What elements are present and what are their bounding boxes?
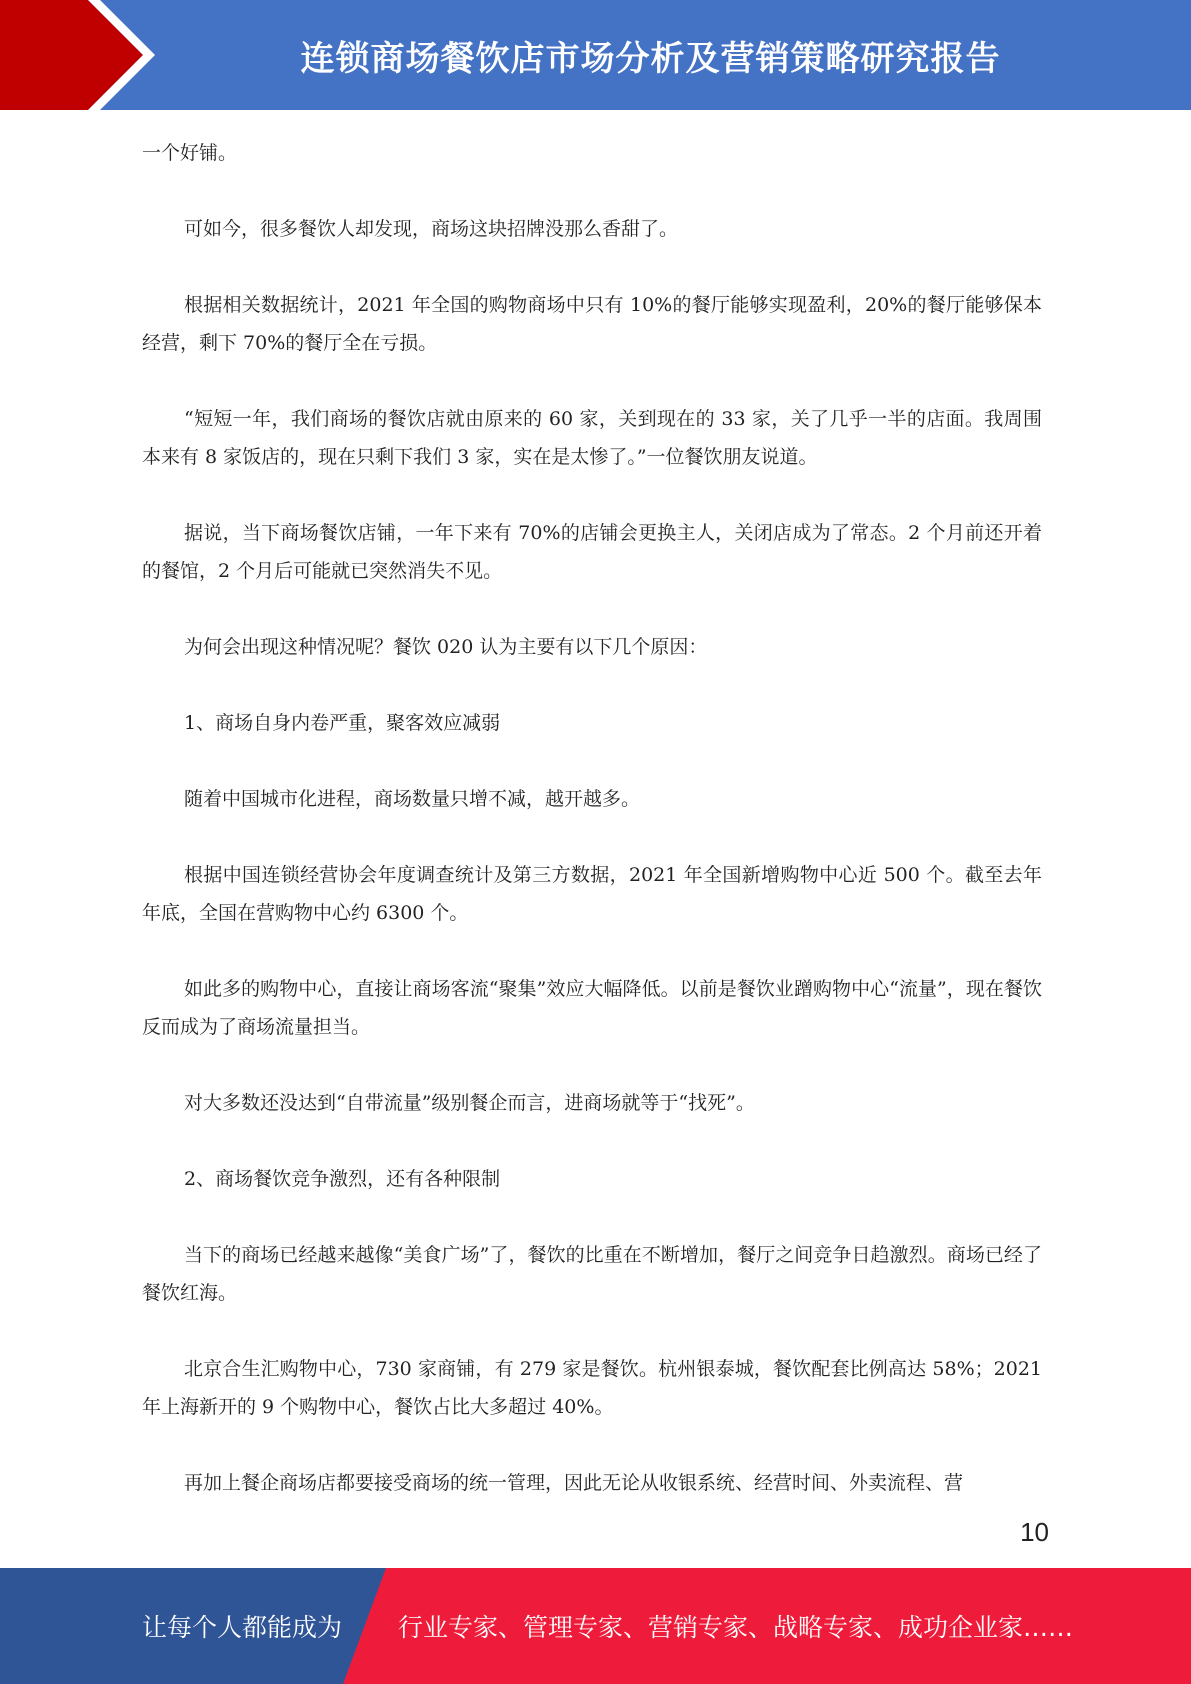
page-number: 10 [1020, 1517, 1049, 1547]
paragraph-13: 当下的商场已经越来越像“美食广场”了，餐饮的比重在不断增加，餐厅之间竞争日趋激烈。商场已经了餐饮红海。 [142, 1244, 1042, 1304]
page-footer [0, 1568, 1191, 1684]
paragraph-1: 一个好铺。 [142, 142, 238, 164]
paragraph-6: 为何会出现这种情况呢？餐饮 020 认为主要有以下几个原因： [184, 636, 708, 658]
paragraph-5: 据说，当下商场餐饮店铺，一年下来有 70%的店铺会更换主人，关闭店成为了常态。2 个月前还开着的餐馆，2 个月后可能就已突然消失不见。 [142, 522, 1042, 582]
paragraph-9: 根据中国连锁经营协会年度调查统计及第三方数据，2021 年全国新增购物中心近 500 个。截至去年年底，全国在营购物中心约 6300 个。 [142, 864, 1042, 924]
section-heading-2: 2、商场餐饮竞争激烈，还有各种限制 [184, 1168, 501, 1190]
page-header [0, 0, 1191, 110]
paragraph-15: 再加上餐企商场店都要接受商场的统一管理，因此无论从收银系统、经营时间、外卖流程、营 [184, 1472, 964, 1494]
paragraph-11: 对大多数还没达到“自带流量”级别餐企而言，进商场就等于“找死”。 [184, 1092, 755, 1114]
paragraph-3: 根据相关数据统计，2021 年全国的购物商场中只有 10%的餐厅能够实现盈利，20%的餐厅能够保本经营，剩下 70%的餐厅全在亏损。 [142, 294, 1042, 354]
paragraph-14: 北京合生汇购物中心，730 家商铺，有 279 家是餐饮。杭州银泰城，餐饮配套比例高达 58%；2021 年上海新开的 9 个购物中心，餐饮占比大多超过 40%。 [142, 1358, 1042, 1418]
header-arrow-decoration [0, 0, 160, 110]
paragraph-10: 如此多的购物中心，直接让商场客流“聚集”效应大幅降低。以前是餐饮业蹭购物中心“流量”，现在餐饮反而成为了商场流量担当。 [142, 978, 1042, 1038]
section-heading-1: 1、商场自身内卷严重，聚客效应减弱 [184, 712, 501, 734]
header-red-block [0, 0, 143, 110]
footer-slogan-left: 让每个人都能成为 [142, 1613, 343, 1642]
paragraph-4: “短短一年，我们商场的餐饮店就由原来的 60 家，关到现在的 33 家，关了几乎一半的店面。我周围本来有 8 家饭店的，现在只剩下我们 3 家，实在是太惨了。”一位餐饮朋友说道。 [142, 408, 1042, 468]
paragraph-8: 随着中国城市化进程，商场数量只增不减，越开越多。 [184, 788, 641, 810]
paragraph-2: 可如今，很多餐饮人却发现，商场这块招牌没那么香甜了。 [184, 218, 679, 240]
document-body [142, 134, 1042, 1540]
header-title: 连锁商场餐饮店市场分析及营销策略研究报告 [300, 38, 1001, 79]
footer-slogan-right: 行业专家、管理专家、营销专家、战略专家、成功企业家…… [398, 1613, 1074, 1642]
